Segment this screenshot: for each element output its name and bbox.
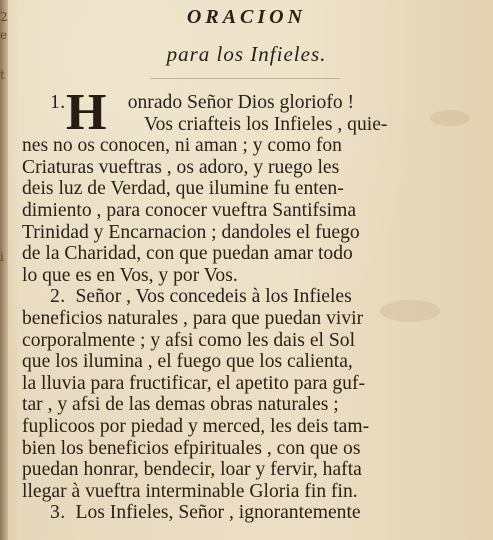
stain — [430, 110, 470, 126]
body-text — [22, 84, 422, 524]
text-line — [22, 286, 422, 308]
text-line: bien los beneficios efpirituales , con que os — [22, 437, 361, 459]
text-line-content: onrado Señor Dios gloriofo ! — [127, 92, 355, 113]
paragraph-number: 3. — [50, 502, 66, 524]
heading-rule — [150, 78, 340, 79]
page-subheading: para los Infieles. — [166, 42, 327, 66]
text-line: Vos criafteis los Infieles , quie- — [144, 113, 388, 135]
text-line: beneficios naturales , para que puedan vivir — [22, 307, 364, 329]
text-line: dimiento , para conocer vueftra Santifsima — [22, 199, 357, 221]
text-line-content: Los Infieles, Señor , ignorantemente — [75, 502, 361, 524]
text-line — [22, 502, 422, 524]
text-line: tar , y afsi de las demas obras naturales ; — [22, 394, 339, 416]
text-line: corporalmente ; y afsi como les dais el Sol — [22, 329, 356, 351]
text-line: lo que es en Vos, y por Vos. — [22, 264, 238, 286]
text-line: deis luz de Verdad, que ilumine fu enten- — [22, 178, 344, 200]
text-line: la lluvia para fructificar, el apetito para guf- — [22, 372, 366, 394]
text-line: Criaturas vueftras , os adoro, y ruego les — [22, 156, 340, 178]
paragraph-number: 2. — [50, 286, 66, 308]
text-line: de la Charidad, con que puedan amar todo — [22, 243, 353, 265]
text-line-content: Señor , Vos concedeis à los Infieles — [75, 286, 352, 308]
edge-mark: e — [0, 28, 8, 42]
edge-mark: i — [0, 250, 4, 264]
drop-cap: H — [66, 84, 107, 141]
text-line: puedan honrar, bendecir, loar y fervir, hafta — [22, 459, 362, 481]
edge-mark: t — [0, 68, 5, 82]
edge-mark: 2 — [0, 10, 8, 24]
text-line: que los ilumina , el fuego que los calienta, — [22, 351, 353, 373]
text-line: Trinidad y Encarnacion ; dandoles el fuego — [22, 221, 360, 243]
text-line: fuplicoos por piedad y merced, les deis tam- — [22, 415, 370, 437]
text-line — [22, 92, 422, 114]
page-heading: ORACION — [186, 6, 307, 28]
paragraph-number: 1. — [50, 92, 66, 113]
text-line: llegar à vueftra interminable Gloria fin fin. — [22, 480, 358, 502]
text-line: nes no os conocen, ni aman ; y como fon — [22, 135, 342, 157]
